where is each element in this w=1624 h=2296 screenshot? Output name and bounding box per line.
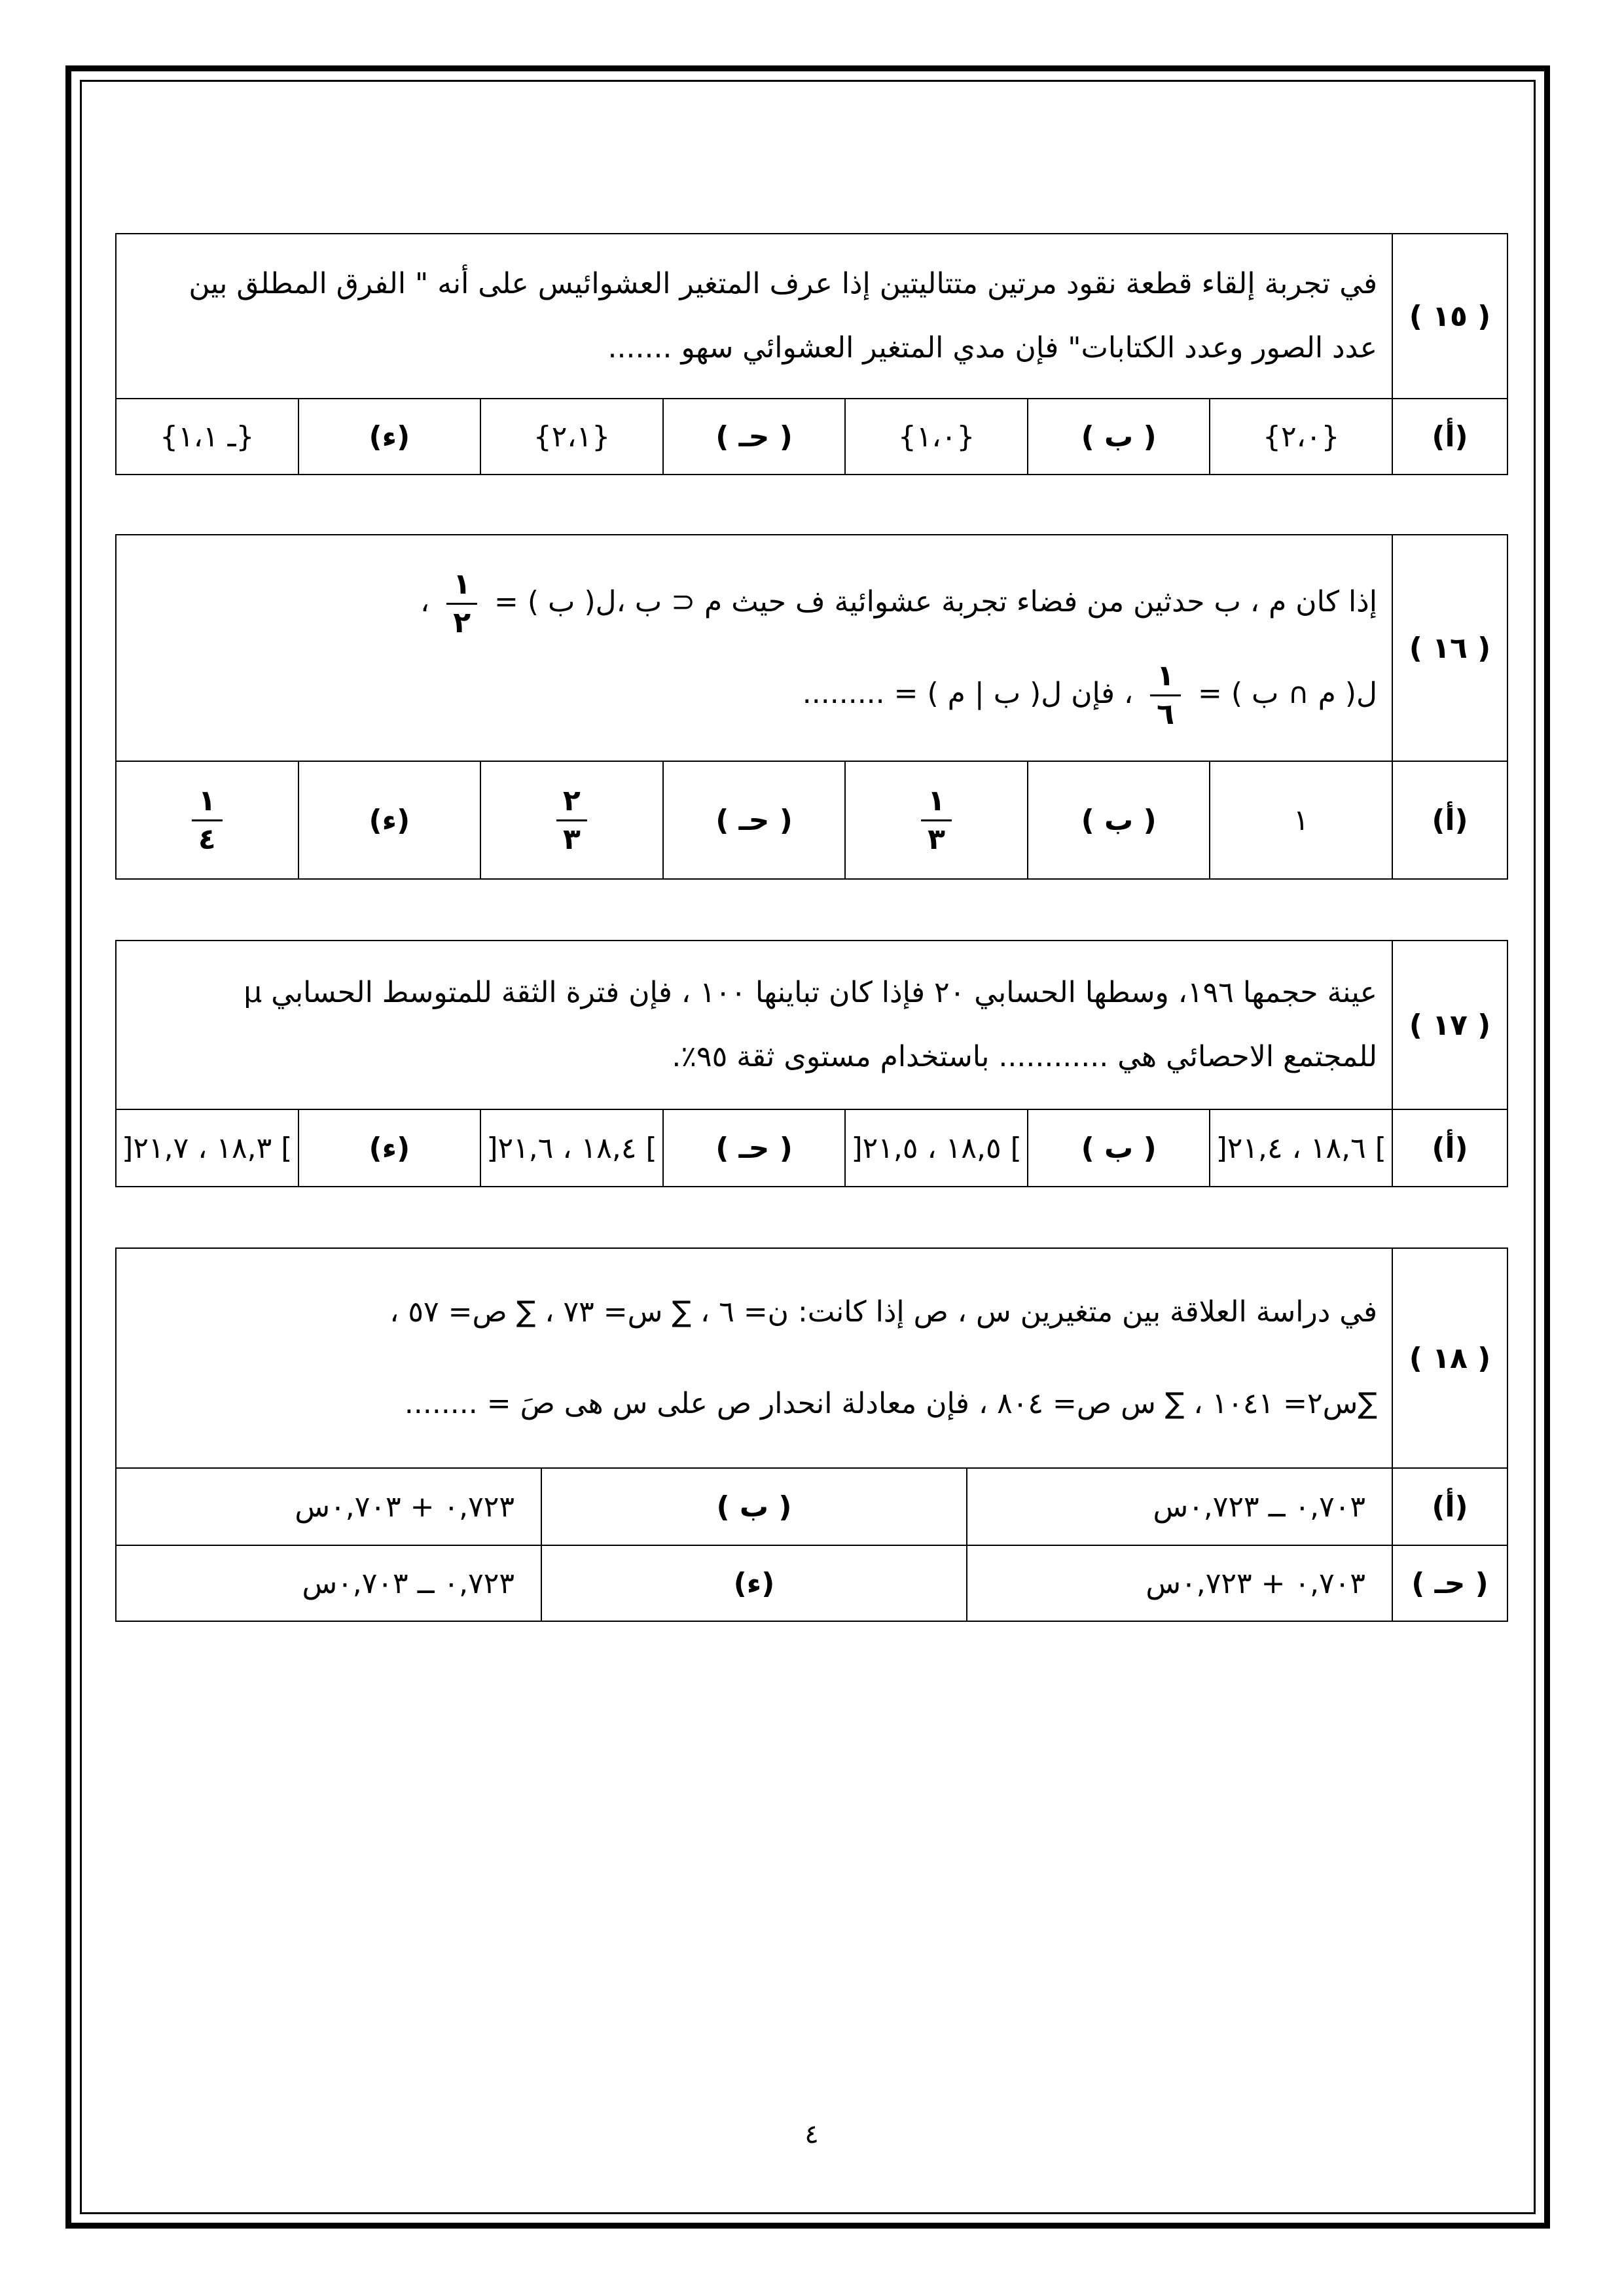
numerator: ١ (921, 787, 952, 821)
stem-line (143, 648, 1377, 740)
option-value-c: ٠,٧٠٣ + ٠,٧٢٣س (967, 1545, 1392, 1621)
question-16 (115, 534, 1508, 880)
fraction (921, 783, 952, 856)
question-17 (115, 940, 1508, 1187)
stem-text: ، فإن ل( ب | م ) = ......... (802, 677, 1134, 710)
question-stem (116, 535, 1392, 761)
option-label-c[interactable]: ( حـ ) (663, 399, 846, 475)
question-number: ( ١٧ ) (1392, 941, 1507, 1109)
option-value-b: ٠,٧٢٣ + ٠,٧٠٣س (116, 1468, 541, 1545)
option-value-c: ] ١٨,٤ ، ٢١,٦[ (480, 1109, 663, 1187)
option-value-b (845, 761, 1028, 879)
question-number: ( ١٦ ) (1392, 535, 1507, 761)
stem-line: عدد الصور وعدد الكتابات" فإن مدي المتغير العشوائي سهو ....... (607, 331, 1377, 365)
option-label-b[interactable]: ( ب ) (541, 1468, 967, 1545)
option-label-c[interactable]: ( حـ ) (663, 761, 846, 879)
question-stem (116, 941, 1392, 1109)
option-value-a: {٢،٠} (1210, 399, 1392, 475)
option-label-b[interactable]: ( ب ) (1028, 399, 1210, 475)
question-stem (116, 1248, 1392, 1468)
option-value-d: {ـ ١،١} (116, 399, 298, 475)
stem-text: ، (420, 585, 430, 619)
option-value-c (480, 761, 663, 879)
option-label-d[interactable]: (ء) (541, 1545, 967, 1621)
numerator: ٢ (556, 787, 587, 821)
question-number: ( ١٨ ) (1392, 1248, 1507, 1468)
stem-line: في تجربة إلقاء قطعة نقود مرتين متتاليتين إذا عرف المتغير العشوائيس على أنه " الفرق المطلق بين (189, 267, 1377, 300)
denominator: ٤ (198, 822, 216, 856)
option-value-d (116, 761, 298, 879)
stem-line: في دراسة العلاقة بين متغيرين س ، ص إذا كانت: ن= ٦ ، ∑ س= ٧٣ ، ∑ ص= ٥٧ ، (389, 1295, 1377, 1329)
option-value-b: {١،٠} (845, 399, 1028, 475)
numerator: ١ (192, 787, 223, 821)
stem-line (143, 556, 1377, 648)
option-label-c[interactable]: ( حـ ) (663, 1109, 846, 1187)
fraction (446, 567, 477, 639)
option-label-d[interactable]: (ء) (298, 761, 481, 879)
question-15 (115, 233, 1508, 475)
numerator: ١ (1150, 662, 1181, 696)
option-value-b: ] ١٨,٥ ، ٢١,٥[ (845, 1109, 1028, 1187)
option-label-d[interactable]: (ء) (298, 399, 481, 475)
fraction (556, 783, 587, 856)
option-label-b[interactable]: ( ب ) (1028, 1109, 1210, 1187)
option-value-d: ٠,٧٢٣ ــ ٠,٧٠٣س (116, 1545, 541, 1621)
question-18 (115, 1247, 1508, 1622)
denominator: ٣ (563, 822, 581, 856)
stem-line: للمجتمع الاحصائي هي ............ باستخدام مستوى ثقة ٩٥٪. (672, 1040, 1377, 1073)
fraction (192, 783, 223, 856)
option-label-a[interactable]: (أ) (1392, 1109, 1507, 1187)
question-number: ( ١٥ ) (1392, 234, 1507, 399)
option-label-a[interactable]: (أ) (1392, 399, 1507, 475)
stem-line: ∑س٢= ١٠٤١ ، ∑ س ص= ٨٠٤ ، فإن معادلة انحدار ص على س هى صَ = ........ (404, 1387, 1377, 1420)
option-value-c: {٢،١} (480, 399, 663, 475)
option-label-d[interactable]: (ء) (298, 1109, 481, 1187)
option-value-d: ] ١٨,٣ ، ٢١,٧[ (116, 1109, 298, 1187)
option-label-a[interactable]: (أ) (1392, 761, 1507, 879)
option-label-c[interactable]: ( حـ ) (1392, 1545, 1507, 1621)
denominator: ٢ (453, 605, 471, 639)
option-value-a: ٠,٧٠٣ ــ ٠,٧٢٣س (967, 1468, 1392, 1545)
denominator: ٣ (928, 822, 946, 856)
option-label-a[interactable]: (أ) (1392, 1468, 1507, 1545)
question-stem (116, 234, 1392, 399)
stem-text: ل( م ∩ ب ) = (1198, 677, 1377, 710)
page-number: ٤ (804, 2119, 819, 2149)
denominator: ٦ (1157, 697, 1175, 731)
numerator: ١ (446, 570, 477, 605)
option-value-a: ] ١٨,٦ ، ٢١,٤[ (1210, 1109, 1392, 1187)
option-value-a: ١ (1210, 761, 1392, 879)
stem-text: إذا كان م ، ب حدثين من فضاء تجربة عشوائية ف حيث م ⊂ ب ،ل( ب ) = (494, 585, 1377, 619)
stem-line: عينة حجمها ١٩٦، وسطها الحسابي ٢٠ فإذا كان تباينها ١٠٠ ، فإن فترة الثقة للمتوسط الحسابي μ (244, 976, 1377, 1009)
fraction (1150, 658, 1181, 731)
option-label-b[interactable]: ( ب ) (1028, 761, 1210, 879)
